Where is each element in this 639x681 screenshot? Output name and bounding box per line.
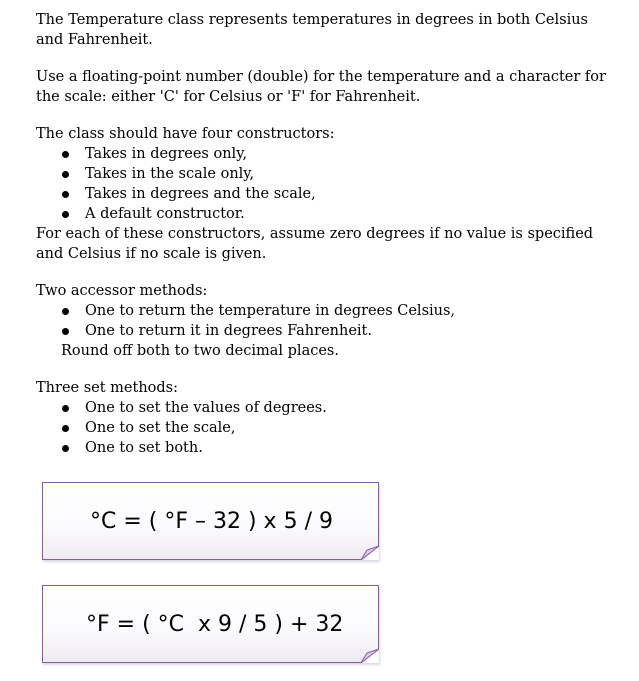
bullet-icon [62,405,69,412]
list-item: One to set the values of degrees. [36,398,606,418]
setters-heading: Three set methods: [36,380,179,396]
constructors-heading: The class should have four constructors: [36,126,335,142]
bullet-icon [62,171,69,178]
bullet-icon [62,151,69,158]
bullet-icon [62,425,69,432]
list-item: One to set the scale, [36,418,606,438]
bullet-icon [62,308,69,315]
bullet-icon [62,328,69,335]
celsius-formula-box [42,482,379,560]
list-item: One to return it in degrees Fahrenheit. [36,321,606,341]
bullet-icon [62,445,69,452]
accessors-list [36,301,606,341]
page-fold-icon [361,546,379,560]
fahrenheit-formula-box [42,585,379,663]
list-item: A default constructor. [36,204,606,224]
list-item: One to set both. [36,438,606,458]
list-item: One to return the temperature in degrees Celsius, [36,301,606,321]
list-item: Takes in the scale only, [36,164,606,184]
constructors-list [36,144,606,224]
bullet-icon [62,211,69,218]
accessors-note: Round off both to two decimal places. [61,343,339,359]
bullet-icon [62,191,69,198]
intro-paragraph-1: The Temperature class represents temperatures in degrees in both Celsius and Fahrenheit. [36,12,588,48]
constructors-note: For each of these constructors, assume zero degrees if no value is specified and Celsius if no scale is given. [36,226,594,262]
list-item: Takes in degrees and the scale, [36,184,606,204]
celsius-formula: °C = ( °F – 32 ) x 5 / 9 [90,509,333,534]
intro-paragraph-2: Use a floating-point number (double) for the temperature and a character for the scale: either 'C' for Celsius or 'F' for Fahrenheit. [36,69,606,105]
page-fold-icon [361,649,379,663]
document-body [36,10,606,458]
list-item: Takes in degrees only, [36,144,606,164]
fahrenheit-formula: °F = ( °C x 9 / 5 ) + 32 [86,612,344,637]
setters-list [36,398,606,458]
accessors-heading: Two accessor methods: [36,283,208,299]
